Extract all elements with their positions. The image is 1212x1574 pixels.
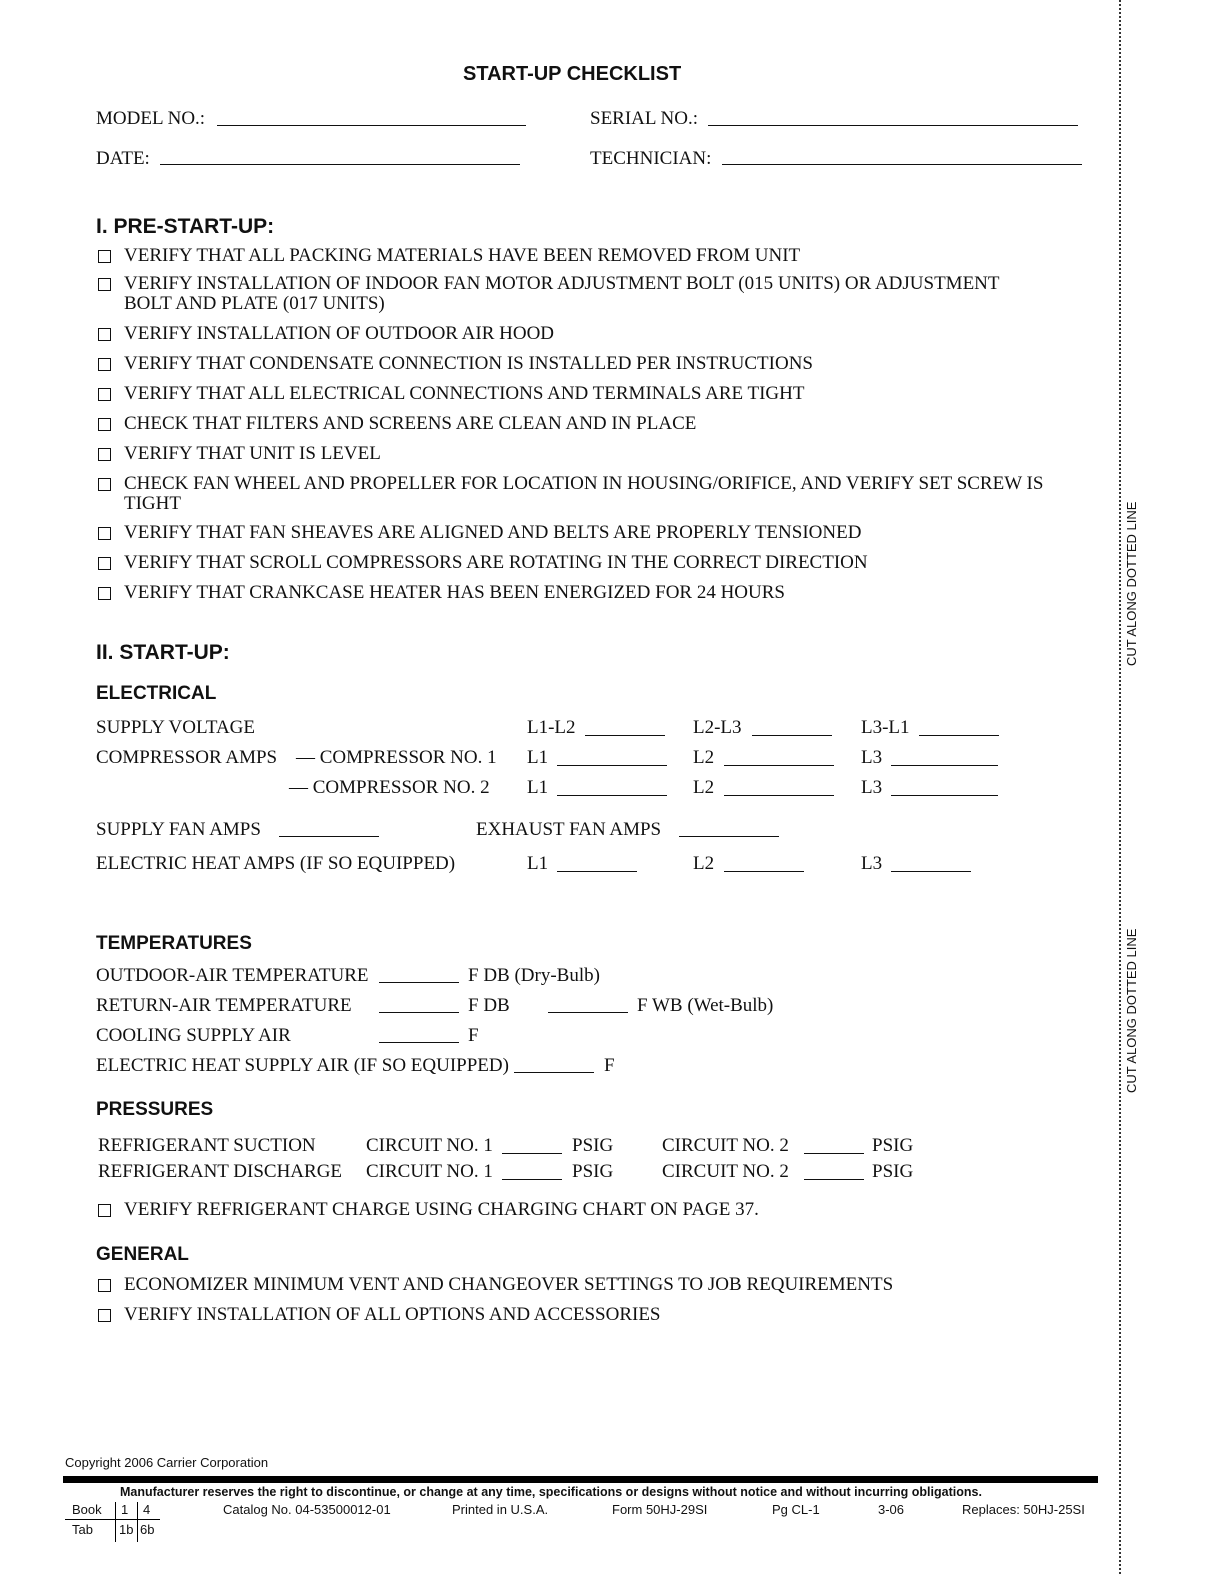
comp2-l1-field[interactable]: [557, 795, 667, 796]
checklist-item: ECONOMIZER MINIMUM VENT AND CHANGEOVER SETTINGS TO JOB REQUIREMENTS: [124, 1274, 894, 1295]
checkbox[interactable]: [98, 527, 111, 540]
l3l1-label: L3-L1: [861, 717, 910, 738]
date-label: DATE:: [96, 148, 150, 169]
l1l2-label: L1-L2: [527, 717, 576, 738]
technician-label: TECHNICIAN:: [590, 148, 712, 169]
checklist-item: VERIFY THAT ALL PACKING MATERIALS HAVE BEEN REMOVED FROM UNIT: [124, 245, 801, 266]
discharge-c1-field[interactable]: [502, 1179, 562, 1180]
l2-label: L2: [693, 777, 715, 798]
l2l3-field[interactable]: [752, 735, 832, 736]
unit-label: F DB: [468, 995, 510, 1016]
l2l3-label: L2-L3: [693, 717, 742, 738]
circuit-1-label: CIRCUIT NO. 1: [366, 1161, 493, 1182]
model-field[interactable]: [217, 125, 526, 126]
form-number: Form 50HJ-29SI: [612, 1502, 708, 1517]
checkbox[interactable]: [98, 250, 111, 263]
checklist-item: VERIFY THAT CONDENSATE CONNECTION IS INSTALLED PER INSTRUCTIONS: [124, 353, 814, 374]
checkbox[interactable]: [98, 1279, 111, 1292]
circuit-2-label: CIRCUIT NO. 2: [662, 1135, 789, 1156]
checklist-item: VERIFY THAT FAN SHEAVES ARE ALIGNED AND BELTS ARE PROPERLY TENSIONED: [124, 522, 862, 543]
checkbox[interactable]: [98, 388, 111, 401]
psig-label: PSIG: [572, 1161, 614, 1182]
discharge-label: REFRIGERANT DISCHARGE: [98, 1161, 343, 1182]
checklist-item: CHECK THAT FILTERS AND SCREENS ARE CLEAN AND IN PLACE: [124, 413, 697, 434]
temperatures-heading: TEMPERATURES: [96, 933, 252, 954]
return-wb-field[interactable]: [548, 1012, 628, 1013]
exhaust-fan-amps-label: EXHAUST FAN AMPS: [476, 819, 662, 840]
book-tab-divider: [137, 1502, 138, 1542]
l2-label: L2: [693, 747, 715, 768]
checkbox[interactable]: [98, 328, 111, 341]
cut-line: [1119, 0, 1121, 1574]
checklist-item: VERIFY THAT SCROLL COMPRESSORS ARE ROTATING IN THE CORRECT DIRECTION: [124, 552, 868, 573]
date-field[interactable]: [160, 164, 520, 165]
circuit-2-label: CIRCUIT NO. 2: [662, 1161, 789, 1182]
checkbox[interactable]: [98, 358, 111, 371]
checkbox[interactable]: [98, 587, 111, 600]
l3-label: L3: [861, 777, 883, 798]
printed-in: Printed in U.S.A.: [452, 1502, 549, 1517]
pre-startup-heading: I. PRE-START-UP:: [96, 215, 275, 238]
checkbox[interactable]: [98, 278, 111, 291]
serial-field[interactable]: [708, 125, 1078, 126]
cut-line-label: CUT ALONG DOTTED LINE: [1124, 928, 1139, 1093]
book-tab-divider: [65, 1519, 160, 1520]
comp2-l2-field[interactable]: [724, 795, 834, 796]
tab-value: 6b: [140, 1522, 155, 1537]
comp1-l3-field[interactable]: [891, 765, 998, 766]
technician-field[interactable]: [722, 164, 1082, 165]
comp2-l3-field[interactable]: [891, 795, 998, 796]
l1l2-field[interactable]: [585, 735, 665, 736]
print-date: 3-06: [878, 1502, 905, 1517]
compressor-1-label: — COMPRESSOR NO. 1: [296, 747, 497, 768]
supply-fan-amps-field[interactable]: [279, 836, 379, 837]
footer-rule: [63, 1476, 1098, 1483]
startup-heading: II. START-UP:: [96, 641, 230, 664]
tab-label: Tab: [72, 1522, 93, 1537]
elec-heat-supply-field[interactable]: [514, 1072, 594, 1073]
checkbox[interactable]: [98, 418, 111, 431]
checkbox[interactable]: [98, 448, 111, 461]
page-title: START-UP CHECKLIST: [463, 63, 682, 85]
outdoor-temp-field[interactable]: [379, 982, 459, 983]
l3-label: L3: [861, 747, 883, 768]
unit-label: F: [468, 1025, 479, 1046]
unit-label: F WB (Wet-Bulb): [637, 995, 774, 1016]
electrical-heading: ELECTRICAL: [96, 683, 217, 704]
book-label: Book: [72, 1502, 102, 1517]
l3l1-field[interactable]: [919, 735, 999, 736]
checkbox[interactable]: [98, 1309, 111, 1322]
l3-label: L3: [861, 853, 883, 874]
book-tab-divider: [115, 1502, 116, 1542]
return-temp-label: RETURN-AIR TEMPERATURE: [96, 995, 352, 1016]
suction-c1-field[interactable]: [502, 1153, 562, 1154]
cut-line-label: CUT ALONG DOTTED LINE: [1124, 501, 1139, 666]
comp1-l2-field[interactable]: [724, 765, 834, 766]
comp1-l1-field[interactable]: [557, 765, 667, 766]
l1-label: L1: [527, 747, 549, 768]
l2-label: L2: [693, 853, 715, 874]
cooling-supply-label: COOLING SUPPLY AIR: [96, 1025, 291, 1046]
model-label: MODEL NO.:: [96, 108, 206, 129]
book-value: 1: [121, 1502, 129, 1517]
tab-value: 1b: [119, 1522, 134, 1537]
book-value: 4: [143, 1502, 151, 1517]
elec-heat-supply-label: ELECTRIC HEAT SUPPLY AIR (IF SO EQUIPPED): [96, 1055, 509, 1076]
pressures-heading: PRESSURES: [96, 1099, 214, 1120]
compressor-amps-label: COMPRESSOR AMPS: [96, 747, 278, 768]
copyright: Copyright 2006 Carrier Corporation: [65, 1455, 269, 1470]
checkbox[interactable]: [98, 1204, 111, 1217]
page-number: Pg CL-1: [772, 1502, 820, 1517]
checklist-item: VERIFY THAT CRANKCASE HEATER HAS BEEN ENERGIZED FOR 24 HOURS: [124, 582, 785, 603]
general-heading: GENERAL: [96, 1244, 189, 1265]
checklist-item: VERIFY THAT UNIT IS LEVEL: [124, 443, 381, 464]
checkbox[interactable]: [98, 557, 111, 570]
suction-label: REFRIGERANT SUCTION: [98, 1135, 316, 1156]
psig-label: PSIG: [872, 1161, 914, 1182]
checklist-item: VERIFY INSTALLATION OF OUTDOOR AIR HOOD: [124, 323, 555, 344]
checklist-item: VERIFY REFRIGERANT CHARGE USING CHARGING CHART ON PAGE 37.: [124, 1199, 759, 1220]
cooling-supply-field[interactable]: [379, 1042, 459, 1043]
heat-l2-field[interactable]: [724, 871, 804, 872]
outdoor-temp-label: OUTDOOR-AIR TEMPERATURE: [96, 965, 369, 986]
serial-label: SERIAL NO.:: [590, 108, 699, 129]
supply-voltage-label: SUPPLY VOLTAGE: [96, 717, 255, 738]
psig-label: PSIG: [872, 1135, 914, 1156]
suction-c2-field[interactable]: [804, 1153, 864, 1154]
discharge-c2-field[interactable]: [804, 1179, 864, 1180]
checkbox[interactable]: [98, 478, 111, 491]
compressor-2-label: — COMPRESSOR NO. 2: [289, 777, 490, 798]
electric-heat-amps-label: ELECTRIC HEAT AMPS (IF SO EQUIPPED): [96, 853, 456, 874]
unit-label: F: [604, 1055, 615, 1076]
catalog-number: Catalog No. 04-53500012-01: [223, 1502, 391, 1517]
checklist-item: VERIFY INSTALLATION OF INDOOR FAN MOTOR ADJUSTMENT BOLT (015 UNITS) OR ADJUSTMENT BOLT AND PLATE (017 UNITS): [124, 273, 1000, 314]
heat-l1-field[interactable]: [557, 871, 637, 872]
circuit-1-label: CIRCUIT NO. 1: [366, 1135, 493, 1156]
exhaust-fan-amps-field[interactable]: [679, 836, 779, 837]
psig-label: PSIG: [572, 1135, 614, 1156]
supply-fan-amps-label: SUPPLY FAN AMPS: [96, 819, 261, 840]
return-db-field[interactable]: [379, 1012, 459, 1013]
l1-label: L1: [527, 853, 549, 874]
heat-l3-field[interactable]: [891, 871, 971, 872]
disclaimer: Manufacturer reserves the right to discontinue, or change at any time, specifications or designs without notice and without incurring obligations.: [120, 1485, 982, 1499]
l1-label: L1: [527, 777, 549, 798]
unit-label: F DB (Dry-Bulb): [468, 965, 600, 986]
checklist-item: VERIFY THAT ALL ELECTRICAL CONNECTIONS AND TERMINALS ARE TIGHT: [124, 383, 805, 404]
replaces: Replaces: 50HJ-25SI: [962, 1502, 1085, 1517]
checklist-item: VERIFY INSTALLATION OF ALL OPTIONS AND ACCESSORIES: [124, 1304, 661, 1325]
checklist-item: CHECK FAN WHEEL AND PROPELLER FOR LOCATION IN HOUSING/ORIFICE, AND VERIFY SET SCREW IS TIGHT: [124, 473, 1044, 514]
